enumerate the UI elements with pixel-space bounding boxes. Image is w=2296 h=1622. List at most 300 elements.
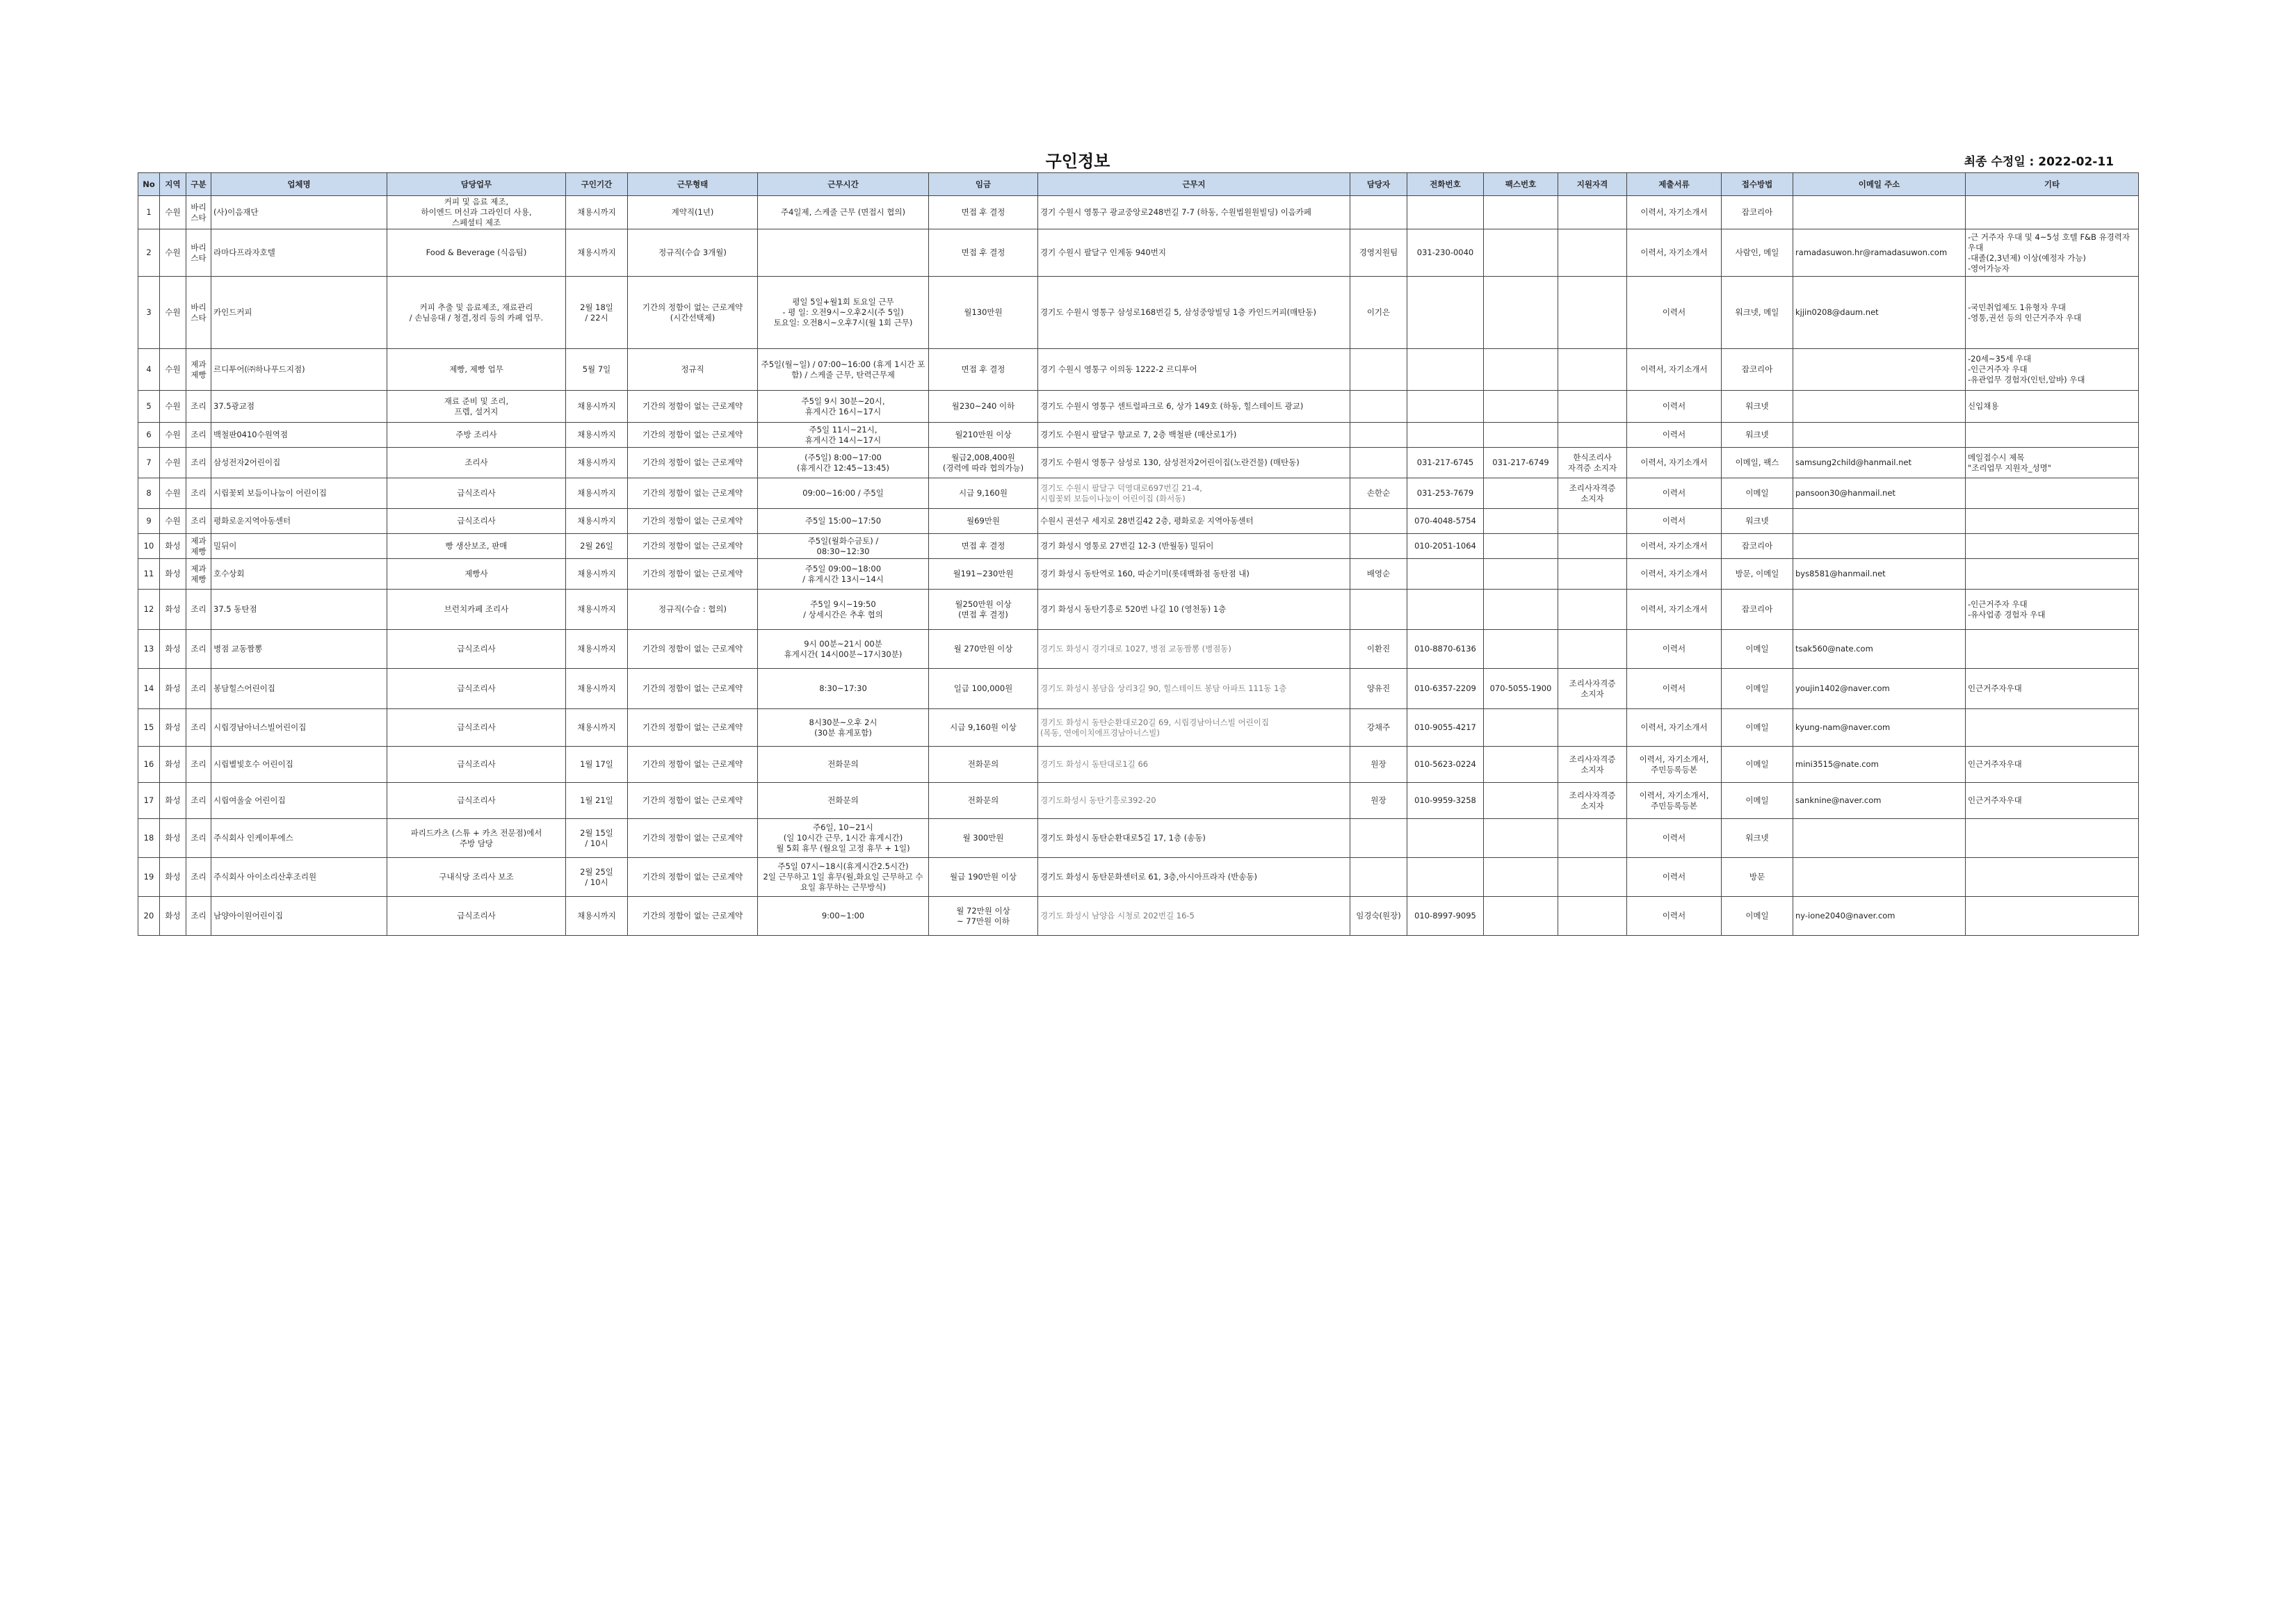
cell-email: ramadasuwon.hr@ramadasuwon.com: [1793, 229, 1966, 277]
cell-employment-type: 기간의 정함이 없는 근로계약: [628, 630, 758, 669]
cell-duties: 제빵, 제빵 업무: [387, 349, 566, 391]
cell-phone: 010-9959-3258: [1407, 783, 1484, 819]
cell-work-hours: 주5일 11시~21시, 휴게시간 14시~17시: [758, 423, 929, 448]
cell-documents: 이력서, 자기소개서: [1627, 534, 1722, 559]
cell-work-hours: 9:00~1:00: [758, 897, 929, 936]
cell-notes: [1966, 509, 2139, 534]
cell-contact-person: 임경숙(원장): [1350, 897, 1407, 936]
cell-no: 14: [138, 669, 160, 709]
cell-period: 채용시까지: [566, 630, 628, 669]
cell-contact-person: [1350, 858, 1407, 897]
cell-period: 채용시까지: [566, 448, 628, 478]
cell-company: 주식회사 인케이투에스: [211, 819, 387, 858]
cell-company: 호수상회: [211, 559, 387, 590]
cell-workplace: 경기도 화성시 동탄문화센터로 61, 3층,아시아프라자 (반송동): [1038, 858, 1350, 897]
cell-wage: 시급 9,160원 이상: [929, 709, 1038, 747]
cell-category: 조리: [186, 709, 211, 747]
column-header-company: 업체명: [211, 173, 387, 196]
cell-contact-person: [1350, 448, 1407, 478]
cell-category: 바리 스타: [186, 196, 211, 229]
cell-workplace: 경기도 화성시 경기대로 1027, 병점 교동짬뽕 (병점동): [1038, 630, 1350, 669]
cell-wage: 월 270만원 이상: [929, 630, 1038, 669]
cell-company: 르디투어(㈜하나푸드지점): [211, 349, 387, 391]
cell-application-method: 잡코리아: [1722, 349, 1793, 391]
cell-category: 바리 스타: [186, 229, 211, 277]
cell-employment-type: 기간의 정함이 없는 근로계약: [628, 819, 758, 858]
cell-duties: 제빵사: [387, 559, 566, 590]
cell-qualification: 조리사자격증 소지자: [1558, 783, 1627, 819]
cell-category: 조리: [186, 391, 211, 423]
cell-period: 채용시까지: [566, 709, 628, 747]
cell-work-hours: 주6일, 10~21시 (일 10시간 근무, 1시간 휴게시간) 월 5회 휴무 (월요일 고정 휴무 + 1일): [758, 819, 929, 858]
cell-fax: [1484, 391, 1558, 423]
table-header-row: [138, 173, 2139, 196]
cell-category: 조리: [186, 669, 211, 709]
cell-notes: [1966, 858, 2139, 897]
cell-email: [1793, 590, 1966, 630]
cell-category: 조리: [186, 590, 211, 630]
cell-email: [1793, 858, 1966, 897]
cell-region: 화성: [160, 534, 186, 559]
cell-wage: 전화문의: [929, 747, 1038, 783]
cell-application-method: 워크넷: [1722, 391, 1793, 423]
cell-company: 주식회사 아이소리산후조리원: [211, 858, 387, 897]
cell-wage: 월191~230만원: [929, 559, 1038, 590]
cell-application-method: 이메일: [1722, 669, 1793, 709]
cell-employment-type: 기간의 정함이 없는 근로계약: [628, 669, 758, 709]
job-listing-table: [138, 172, 2139, 936]
cell-phone: [1407, 858, 1484, 897]
cell-email: bys8581@hanmail.net: [1793, 559, 1966, 590]
cell-contact-person: [1350, 819, 1407, 858]
cell-notes: [1966, 423, 2139, 448]
cell-application-method: 이메일: [1722, 478, 1793, 509]
cell-application-method: 이메일: [1722, 897, 1793, 936]
cell-email: pansoon30@hanmail.net: [1793, 478, 1966, 509]
cell-employment-type: 기간의 정함이 없는 근로계약: [628, 709, 758, 747]
cell-documents: 이력서: [1627, 897, 1722, 936]
cell-qualification: [1558, 559, 1627, 590]
cell-contact-person: [1350, 349, 1407, 391]
cell-wage: 월230~240 이하: [929, 391, 1038, 423]
cell-contact-person: [1350, 423, 1407, 448]
cell-phone: 010-9055-4217: [1407, 709, 1484, 747]
cell-duties: 급식조리사: [387, 630, 566, 669]
cell-documents: 이력서, 자기소개서: [1627, 349, 1722, 391]
table-row: [138, 349, 2139, 391]
cell-notes: [1966, 559, 2139, 590]
cell-phone: [1407, 819, 1484, 858]
cell-phone: [1407, 590, 1484, 630]
cell-work-hours: 전화문의: [758, 783, 929, 819]
cell-period: 채용시까지: [566, 196, 628, 229]
cell-region: 화성: [160, 897, 186, 936]
cell-documents: 이력서, 자기소개서, 주민등록등본: [1627, 783, 1722, 819]
cell-wage: 월250만원 이상 (면접 후 결정): [929, 590, 1038, 630]
column-header-employment-type: 근무형태: [628, 173, 758, 196]
table-row: [138, 448, 2139, 478]
cell-phone: 031-253-7679: [1407, 478, 1484, 509]
cell-workplace: 경기 수원시 영통구 이의동 1222-2 르디투어: [1038, 349, 1350, 391]
cell-employment-type: 기간의 정함이 없는 근로계약: [628, 783, 758, 819]
cell-documents: 이력서: [1627, 509, 1722, 534]
cell-qualification: [1558, 229, 1627, 277]
cell-contact-person: 이환진: [1350, 630, 1407, 669]
cell-company: 밀뒤이: [211, 534, 387, 559]
table-row: [138, 534, 2139, 559]
cell-company: 시립별빛호수 어린이집: [211, 747, 387, 783]
cell-documents: 이력서: [1627, 478, 1722, 509]
cell-documents: 이력서: [1627, 669, 1722, 709]
cell-fax: [1484, 478, 1558, 509]
column-header-region: 지역: [160, 173, 186, 196]
cell-work-hours: 9시 00분~21시 00분 휴게시간( 14시00분~17시30분): [758, 630, 929, 669]
cell-work-hours: 주5일 07시~18시(휴게시간2.5시간) 2일 근무하고 1일 휴무(월,화요일 근무하고 수요일 휴무하는 근무방식): [758, 858, 929, 897]
cell-phone: 070-4048-5754: [1407, 509, 1484, 534]
cell-phone: [1407, 349, 1484, 391]
cell-duties: 조리사: [387, 448, 566, 478]
cell-fax: [1484, 229, 1558, 277]
cell-no: 2: [138, 229, 160, 277]
cell-duties: 급식조리사: [387, 509, 566, 534]
cell-wage: 월69만원: [929, 509, 1038, 534]
cell-qualification: [1558, 196, 1627, 229]
cell-phone: [1407, 391, 1484, 423]
cell-qualification: [1558, 819, 1627, 858]
cell-period: 2월 18일 / 22시: [566, 277, 628, 349]
cell-workplace: 경기도화성시 동탄기흥로392-20: [1038, 783, 1350, 819]
cell-application-method: 잡코리아: [1722, 196, 1793, 229]
cell-no: 20: [138, 897, 160, 936]
cell-employment-type: 정규직(수습 3개월): [628, 229, 758, 277]
cell-work-hours: 주5일 09:00~18:00 / 휴게시간 13시~14시: [758, 559, 929, 590]
table-row: [138, 196, 2139, 229]
cell-no: 11: [138, 559, 160, 590]
cell-qualification: [1558, 858, 1627, 897]
cell-duties: 커피 및 음료 제조, 하이엔드 머신과 그라인더 사용, 스페셜티 제조: [387, 196, 566, 229]
cell-workplace: 경기도 수원시 팔달구 덕영대로697번길 21-4, 시립꽃뫼 보듬이나눔이 어린이집 (화서동): [1038, 478, 1350, 509]
cell-duties: 브런치카페 조리사: [387, 590, 566, 630]
column-header-period: 구인기간: [566, 173, 628, 196]
cell-qualification: 조리사자격증 소지자: [1558, 747, 1627, 783]
cell-notes: 메일접수시 제목 "조리업무 지원자_성명": [1966, 448, 2139, 478]
cell-qualification: [1558, 534, 1627, 559]
cell-company: 37.5 동탄점: [211, 590, 387, 630]
cell-phone: 010-2051-1064: [1407, 534, 1484, 559]
cell-phone: 010-5623-0224: [1407, 747, 1484, 783]
cell-notes: 인근거주자우대: [1966, 783, 2139, 819]
cell-notes: [1966, 196, 2139, 229]
cell-category: 조리: [186, 819, 211, 858]
cell-period: 2월 25일 / 10시: [566, 858, 628, 897]
cell-email: [1793, 509, 1966, 534]
cell-contact-person: 원장: [1350, 747, 1407, 783]
cell-qualification: [1558, 423, 1627, 448]
cell-category: 바리 스타: [186, 277, 211, 349]
cell-contact-person: 양유진: [1350, 669, 1407, 709]
table-row: [138, 783, 2139, 819]
table-row: [138, 630, 2139, 669]
cell-documents: 이력서, 자기소개서: [1627, 709, 1722, 747]
cell-employment-type: 기간의 정함이 없는 근로계약: [628, 747, 758, 783]
cell-work-hours: 주5일 9시 30분~20시, 휴게시간 16시~17시: [758, 391, 929, 423]
cell-work-hours: 09:00~16:00 / 주5일: [758, 478, 929, 509]
cell-fax: [1484, 509, 1558, 534]
cell-no: 4: [138, 349, 160, 391]
cell-region: 화성: [160, 709, 186, 747]
cell-email: kyung-nam@naver.com: [1793, 709, 1966, 747]
cell-workplace: 경기 화성시 동탄기흥로 520번 나길 10 (영천동) 1층: [1038, 590, 1350, 630]
cell-region: 수원: [160, 391, 186, 423]
cell-email: youjin1402@naver.com: [1793, 669, 1966, 709]
cell-employment-type: 계약직(1년): [628, 196, 758, 229]
cell-email: [1793, 534, 1966, 559]
column-header-workplace: 근무지: [1038, 173, 1350, 196]
last-modified-date: 최종 수정일 : 2022-02-11: [1964, 155, 2114, 169]
cell-fax: [1484, 534, 1558, 559]
cell-application-method: 워크넷: [1722, 423, 1793, 448]
cell-company: 병점 교동짬뽕: [211, 630, 387, 669]
cell-application-method: 이메일: [1722, 630, 1793, 669]
cell-wage: 월210만원 이상: [929, 423, 1038, 448]
cell-fax: [1484, 196, 1558, 229]
cell-contact-person: 경영지원팀: [1350, 229, 1407, 277]
cell-region: 수원: [160, 478, 186, 509]
cell-workplace: 경기도 화성시 동탄대로1길 66: [1038, 747, 1350, 783]
cell-company: 시립꽃뫼 보듬이나눔이 어린이집: [211, 478, 387, 509]
cell-region: 화성: [160, 559, 186, 590]
cell-work-hours: 8:30~17:30: [758, 669, 929, 709]
cell-workplace: 경기 화성시 동탄역로 160, 따순기미(롯데백화점 동탄점 내): [1038, 559, 1350, 590]
column-header-email: 이메일 주소: [1793, 173, 1966, 196]
cell-application-method: 잡코리아: [1722, 590, 1793, 630]
cell-work-hours: 주5일 9시~19:50 / 상세시간은 추후 협의: [758, 590, 929, 630]
cell-employment-type: 기간의 정함이 없는 근로계약: [628, 423, 758, 448]
cell-fax: [1484, 858, 1558, 897]
cell-application-method: 잡코리아: [1722, 534, 1793, 559]
cell-company: 삼성전자2어린이집: [211, 448, 387, 478]
cell-region: 수원: [160, 448, 186, 478]
cell-contact-person: [1350, 590, 1407, 630]
cell-period: 1월 17일: [566, 747, 628, 783]
cell-duties: 급식조리사: [387, 669, 566, 709]
cell-contact-person: 배영순: [1350, 559, 1407, 590]
cell-email: samsung2child@hanmail.net: [1793, 448, 1966, 478]
cell-contact-person: 이기은: [1350, 277, 1407, 349]
page-title: 구인정보: [1045, 152, 1110, 171]
cell-application-method: 방문: [1722, 858, 1793, 897]
column-header-fax: 팩스번호: [1484, 173, 1558, 196]
cell-category: 조리: [186, 747, 211, 783]
cell-region: 화성: [160, 669, 186, 709]
cell-no: 16: [138, 747, 160, 783]
column-header-qualification: 지원자격: [1558, 173, 1627, 196]
cell-no: 8: [138, 478, 160, 509]
cell-workplace: 수원시 권선구 세지로 28번길42 2층, 평화로운 지역아동센터: [1038, 509, 1350, 534]
cell-documents: 이력서: [1627, 858, 1722, 897]
cell-application-method: 워크넷, 메일: [1722, 277, 1793, 349]
cell-fax: [1484, 559, 1558, 590]
cell-wage: 월130만원: [929, 277, 1038, 349]
cell-category: 제과 제빵: [186, 559, 211, 590]
cell-wage: 전화문의: [929, 783, 1038, 819]
cell-company: 카인드커피: [211, 277, 387, 349]
cell-notes: -20세~35세 우대 -인근거주자 우대 -유관업무 경험자(인턴,알바) 우대: [1966, 349, 2139, 391]
cell-qualification: [1558, 709, 1627, 747]
cell-no: 17: [138, 783, 160, 819]
cell-work-hours: 주5일(월~일) / 07:00~16:00 (휴게 1시간 포함) / 스케줄 근무, 탄력근무제: [758, 349, 929, 391]
table-row: [138, 391, 2139, 423]
cell-email: [1793, 423, 1966, 448]
column-header-contact-person: 담당자: [1350, 173, 1407, 196]
cell-documents: 이력서, 자기소개서, 주민등록등본: [1627, 747, 1722, 783]
cell-region: 수원: [160, 229, 186, 277]
cell-no: 15: [138, 709, 160, 747]
cell-qualification: 한식조리사 자격증 소지자: [1558, 448, 1627, 478]
cell-no: 10: [138, 534, 160, 559]
cell-qualification: 조리사자격증 소지자: [1558, 478, 1627, 509]
cell-fax: [1484, 897, 1558, 936]
column-header-no: No: [138, 173, 160, 196]
cell-category: 조리: [186, 783, 211, 819]
cell-duties: 급식조리사: [387, 709, 566, 747]
cell-wage: 면접 후 결정: [929, 196, 1038, 229]
cell-documents: 이력서: [1627, 391, 1722, 423]
cell-notes: [1966, 630, 2139, 669]
cell-contact-person: [1350, 509, 1407, 534]
cell-documents: 이력서, 자기소개서: [1627, 590, 1722, 630]
cell-fax: [1484, 630, 1558, 669]
cell-company: 37.5광교점: [211, 391, 387, 423]
cell-application-method: 방문, 이메일: [1722, 559, 1793, 590]
cell-employment-type: 기간의 정함이 없는 근로계약: [628, 534, 758, 559]
cell-fax: [1484, 783, 1558, 819]
cell-no: 19: [138, 858, 160, 897]
cell-work-hours: [758, 229, 929, 277]
cell-qualification: [1558, 349, 1627, 391]
cell-wage: 일급 100,000원: [929, 669, 1038, 709]
cell-email: ny-ione2040@naver.com: [1793, 897, 1966, 936]
cell-email: [1793, 819, 1966, 858]
cell-duties: 급식조리사: [387, 897, 566, 936]
cell-fax: 031-217-6749: [1484, 448, 1558, 478]
cell-email: kjjin0208@daum.net: [1793, 277, 1966, 349]
cell-period: 채용시까지: [566, 478, 628, 509]
cell-fax: [1484, 423, 1558, 448]
cell-period: 채용시까지: [566, 509, 628, 534]
cell-region: 화성: [160, 747, 186, 783]
column-header-application-method: 접수방법: [1722, 173, 1793, 196]
table-row: [138, 423, 2139, 448]
cell-notes: [1966, 897, 2139, 936]
column-header-work-hours: 근무시간: [758, 173, 929, 196]
cell-period: 채용시까지: [566, 423, 628, 448]
cell-notes: 인근거주자우대: [1966, 669, 2139, 709]
cell-phone: [1407, 277, 1484, 349]
cell-workplace: 경기 화성시 영통로 27번길 12-3 (반월동) 밀뒤이: [1038, 534, 1350, 559]
cell-work-hours: 전화문의: [758, 747, 929, 783]
cell-duties: 재료 준비 및 조리, 프렙, 설거지: [387, 391, 566, 423]
cell-period: 1월 21일: [566, 783, 628, 819]
cell-category: 조리: [186, 858, 211, 897]
cell-application-method: 이메일, 팩스: [1722, 448, 1793, 478]
cell-application-method: 이메일: [1722, 783, 1793, 819]
cell-phone: [1407, 196, 1484, 229]
column-header-duties: 담당업무: [387, 173, 566, 196]
cell-category: 제과 제빵: [186, 349, 211, 391]
cell-phone: 010-8870-6136: [1407, 630, 1484, 669]
cell-contact-person: 원장: [1350, 783, 1407, 819]
cell-category: 조리: [186, 509, 211, 534]
cell-documents: 이력서: [1627, 630, 1722, 669]
cell-region: 수원: [160, 509, 186, 534]
cell-contact-person: [1350, 196, 1407, 229]
cell-wage: 월 72만원 이상 ~ 77만원 이하: [929, 897, 1038, 936]
cell-workplace: 경기도 화성시 봉담읍 상리3길 90, 힐스테이트 봉담 아파트 111동 1층: [1038, 669, 1350, 709]
cell-fax: [1484, 349, 1558, 391]
cell-phone: [1407, 423, 1484, 448]
cell-employment-type: 기간의 정함이 없는 근로계약: [628, 858, 758, 897]
cell-period: 2월 15일 / 10시: [566, 819, 628, 858]
cell-work-hours: 주5일(월화수금토) / 08:30~12:30: [758, 534, 929, 559]
cell-region: 수원: [160, 277, 186, 349]
cell-region: 수원: [160, 196, 186, 229]
cell-no: 12: [138, 590, 160, 630]
cell-work-hours: 주4일제, 스케줄 근무 (면접시 협의): [758, 196, 929, 229]
cell-documents: 이력서: [1627, 277, 1722, 349]
cell-no: 6: [138, 423, 160, 448]
cell-documents: 이력서: [1627, 819, 1722, 858]
cell-work-hours: 8시30분~오후 2시 (30분 휴게포함): [758, 709, 929, 747]
cell-period: 채용시까지: [566, 590, 628, 630]
cell-documents: 이력서, 자기소개서: [1627, 229, 1722, 277]
cell-qualification: 조리사자격증 소지자: [1558, 669, 1627, 709]
cell-period: 채용시까지: [566, 229, 628, 277]
column-header-category: 구분: [186, 173, 211, 196]
table-row: [138, 229, 2139, 277]
table-row: [138, 897, 2139, 936]
cell-region: 화성: [160, 783, 186, 819]
cell-company: 봉담힐스어린이집: [211, 669, 387, 709]
table-row: [138, 478, 2139, 509]
cell-fax: [1484, 747, 1558, 783]
cell-duties: 급식조리사: [387, 747, 566, 783]
cell-email: [1793, 196, 1966, 229]
cell-email: tsak560@nate.com: [1793, 630, 1966, 669]
cell-application-method: 워크넷: [1722, 509, 1793, 534]
cell-region: 화성: [160, 630, 186, 669]
cell-phone: 031-217-6745: [1407, 448, 1484, 478]
cell-employment-type: 정규직(수습 : 협의): [628, 590, 758, 630]
cell-notes: -국민취업제도 1유형자 우대 -영통,권선 등의 인근거주자 우대: [1966, 277, 2139, 349]
cell-period: 5월 7일: [566, 349, 628, 391]
cell-notes: [1966, 819, 2139, 858]
cell-qualification: [1558, 630, 1627, 669]
cell-employment-type: 기간의 정함이 없는 근로계약 (시간선택제): [628, 277, 758, 349]
cell-application-method: 이메일: [1722, 709, 1793, 747]
cell-fax: [1484, 277, 1558, 349]
cell-no: 7: [138, 448, 160, 478]
cell-no: 9: [138, 509, 160, 534]
cell-period: 2월 26일: [566, 534, 628, 559]
cell-documents: 이력서, 자기소개서: [1627, 448, 1722, 478]
cell-qualification: [1558, 391, 1627, 423]
cell-no: 3: [138, 277, 160, 349]
table-row: [138, 709, 2139, 747]
table-row: [138, 277, 2139, 349]
cell-wage: 월 300만원: [929, 819, 1038, 858]
cell-notes: -인근거주자 우대 -유사업종 경험자 우대: [1966, 590, 2139, 630]
